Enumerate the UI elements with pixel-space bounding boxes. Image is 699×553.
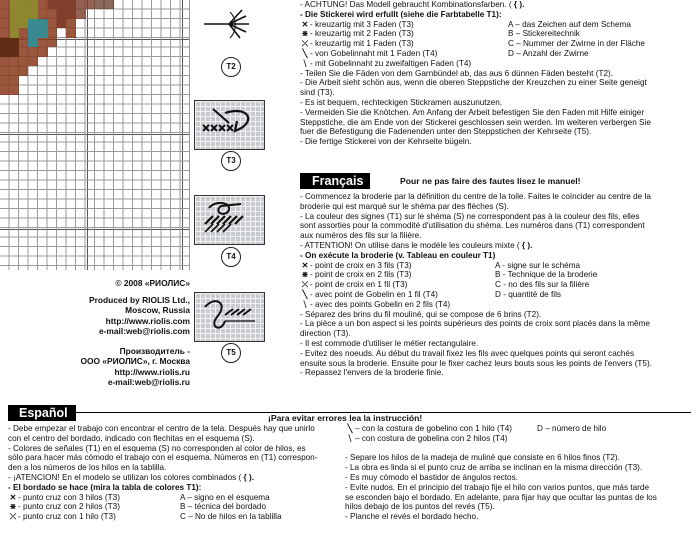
instruction-line: [300, 137, 695, 147]
stitch-symbol-icon: ✕: [301, 260, 309, 270]
instruction-line: [300, 290, 695, 300]
ru-email-link[interactable]: e-mail:web@riolis.ru: [107, 377, 190, 387]
legend-item: D – número de hilo: [537, 424, 607, 433]
line-text: - ¡ATENCION! En el modelo se utilizan los colores combinados (: [8, 472, 242, 482]
line-text: - Die Arbeit sieht schön aus, wenn die oberen Steppstiche der Kreuzchen zu einer Seite geneigt: [300, 78, 647, 88]
line-text: - Repassez l'envers de la broderie finie.: [300, 368, 444, 378]
line-text: Steppstiche, die am Ende von der Stickerei geschlossen sein werden. Im weiteren verbergen Sie: [300, 117, 651, 127]
thread-strands-icon: [194, 2, 264, 52]
instruction-line: [300, 241, 695, 251]
legend-item: B - Technique de la broderie: [495, 270, 598, 280]
stitch-symbol-icon: ⤫: [9, 512, 17, 522]
line-text: fuer die Befestigung die Fadenenden unter den Steppstichen der Kehrseite (T5).: [300, 127, 592, 137]
instruction-line: [8, 453, 338, 463]
instruction-line: [8, 424, 338, 434]
copyright: © 2008 «РИОЛИС»: [115, 278, 190, 288]
legend-item: A - signe sur le schéma: [495, 260, 581, 270]
line-text: se esconden bajo el bordado. En adelante, para fijar hay que ocultar las puntas de los: [345, 492, 657, 502]
line-text: direction (T3).: [300, 329, 351, 339]
instruction-line: [8, 444, 338, 454]
german-instructions: [300, 0, 695, 147]
instruction-line: [300, 329, 695, 339]
label-t4: T4: [221, 247, 241, 267]
instruction-line: [345, 502, 695, 512]
line-text: - punto cruz con 3 hilos (T3): [18, 492, 120, 502]
line-text: - avec des points Gobelin en 2 fils (T4): [310, 299, 451, 309]
instruction-line: [300, 251, 695, 261]
legend-item: C – No de hilos en la tablilla: [180, 512, 282, 522]
instruction-line: [300, 261, 695, 271]
line-text: - Planche el revés el bordado hecho.: [345, 512, 479, 522]
technique-illustration-t3: [194, 100, 265, 150]
line-text: - Il est commode d'utiliser le métier rectangulaire.: [300, 338, 479, 348]
stitch-symbol-icon: ╲: [302, 48, 308, 58]
line-text: con el centro del bordado, indicado con flechitas en el esquema (S).: [8, 433, 255, 443]
line-text: – con la costura de gobelino con 1 hilo (T4): [355, 424, 513, 433]
instruction-line: [300, 339, 695, 349]
spanish-instructions-right: [345, 424, 695, 522]
cross-stitch-needle-icon: [195, 101, 264, 149]
line-text: hilos debajo de los puntos del revés (T5).: [345, 502, 495, 512]
line-text: - punto cruz con 1 hilo (T3): [18, 512, 116, 522]
gobelin-stitch-icon: [195, 196, 264, 244]
instruction-line: [300, 319, 695, 329]
stitch-symbol-icon: ⧹: [348, 433, 352, 443]
company-info: [40, 278, 190, 388]
instruction-line: [345, 444, 695, 454]
combined-color-symbol-icon: { ).: [519, 240, 533, 250]
legend-item: C – Nummer der Zwirne in der Fläche: [508, 39, 645, 49]
instruction-line: [345, 453, 695, 463]
stitch-symbol-icon: ⧹: [303, 58, 307, 68]
stitch-symbol-icon: ⤫: [301, 280, 309, 290]
instruction-line: [345, 463, 695, 473]
instruction-line: [345, 473, 695, 483]
instruction-line: [300, 280, 695, 290]
line-text: - Separe los hilos de la madeja de muliné que consiste en 6 hilos finos (T2).: [345, 453, 620, 463]
legend-item: D - quantité de fils: [495, 289, 561, 299]
line-text: - punto cruz con 2 hilos (T3): [18, 502, 120, 512]
label-t5: T5: [221, 343, 241, 363]
line-text: - avec point de Gobelin en 1 fil (T4): [310, 289, 438, 299]
instruction-line: [300, 349, 695, 359]
legend-item: A – signo en el esquema: [180, 492, 270, 502]
instruction-line: [300, 10, 695, 20]
line-text: - kreuzartig mit 1 Faden (T3): [310, 39, 414, 49]
line-text: den a los números de los hilos en la tablilla.: [8, 463, 167, 473]
technique-illustration-t2: [194, 2, 264, 60]
instruction-line: [300, 29, 695, 39]
instruction-line: [300, 300, 695, 310]
line-text: - point de croix en 3 fils (T3): [310, 260, 412, 270]
line-text: broderie qui est marqué sur le shéma par des flèches (S).: [300, 201, 509, 211]
spanish-subtitle: ¡Para evitar errores lea la instrucción!: [268, 413, 423, 423]
line-text: sind (T3).: [300, 88, 335, 98]
line-text: - Séparez des brins du fil mouliné, qui se compose de 6 brins (T2).: [300, 309, 542, 319]
instruction-line: [300, 59, 695, 69]
instruction-line: [345, 512, 695, 522]
ru-producer: Производитель -: [119, 345, 190, 356]
stitch-symbol-icon: ⧹: [303, 299, 307, 309]
combined-color-symbol-icon: { ).: [241, 472, 255, 482]
instruction-line: [300, 192, 695, 202]
french-title: Français: [305, 173, 370, 189]
instruction-line: [300, 231, 695, 241]
spanish-title: Español: [12, 405, 75, 421]
email-link[interactable]: e-mail:web@riolis.com: [98, 326, 190, 336]
instruction-line: [8, 493, 338, 503]
label-t3: T3: [221, 151, 241, 171]
line-text: - mit Gobelinnaht zu zweifaltigen Faden (T4): [310, 58, 472, 68]
instruction-line: [300, 368, 695, 378]
stitch-symbol-icon: ⋇: [301, 270, 309, 280]
instruction-line: [300, 20, 695, 30]
produced-city: Moscow, Russia: [125, 305, 190, 315]
instruction-line: [300, 270, 695, 280]
instruction-line: [300, 78, 695, 88]
legend-item: C - no des fils sur la filière: [495, 280, 590, 290]
instruction-line: [345, 434, 695, 444]
french-instructions: [300, 192, 695, 378]
instruction-line: [300, 202, 695, 212]
stitch-symbol-icon: ✕: [9, 492, 17, 502]
legend-item: B – técnica del bordado: [180, 502, 267, 512]
line-text: - La pièce a un bon aspect si les points supérieurs des points de croix sont placés dans la même: [300, 319, 650, 329]
instruction-line: [8, 463, 338, 473]
instruction-line: [300, 0, 695, 10]
legend-item: B – Stickereitechnik: [508, 29, 580, 39]
stitch-symbol-icon: ╲: [347, 424, 353, 433]
ru-website-link[interactable]: http://www.riolis.ru: [114, 366, 190, 377]
french-subtitle: Pour ne pas faire des fautes lisez le manuel!: [400, 176, 581, 186]
chart-pattern: [0, 0, 190, 270]
line-text: - ACHTUNG! Das Modell gebraucht Kombinationsfarben. (: [300, 0, 512, 9]
instruction-line: [345, 424, 695, 434]
instruction-line: [300, 108, 695, 118]
instruction-line: [300, 88, 695, 98]
line-text: - Die Stickerei wird erfullt (siehe die Farbtabelle T1):: [300, 9, 502, 19]
instruction-line: [300, 221, 695, 231]
line-text: - Colores de señales (T1) en el esquema (S) no corresponden al color de hilos, es: [8, 443, 306, 453]
back-fastening-icon: [195, 293, 264, 341]
stitch-symbol-icon: ✕: [301, 19, 309, 29]
line-text: - La obra es linda si el punto cruz de arriba se inclinan en la misma dirección (T3).: [345, 463, 643, 473]
instruction-line: [8, 483, 338, 493]
line-text: sólo para hacer más cómodo el trabajo con el esquema. Números en (T1) correspon-: [8, 453, 318, 463]
instruction-line: [300, 98, 695, 108]
label-t2: T2: [221, 57, 241, 77]
instruction-line: [8, 473, 338, 483]
legend-item: A – das Zeichen auf dem Schema: [508, 19, 631, 29]
line-text: aux numéros des fils sur la filière.: [300, 231, 422, 241]
instruction-line: [300, 118, 695, 128]
line-text: - von Gobelinnaht mit 1 Faden (T4): [310, 48, 438, 58]
line-text: - Teilen Sie die Fäden von dem Garnbündel ab, das aus 6 dünnen Fäden besteht (T2).: [300, 68, 613, 78]
line-text: - Vermeiden Sie die Knötchen. Am Anfang der Arbeit befestigen Sie den Faden mit Hilfe einiger: [300, 107, 645, 117]
stitch-symbol-icon: ⋇: [9, 502, 17, 512]
instruction-line: [8, 512, 338, 522]
line-text: - Die fertige Stickerei von der Kehrseite bügeln.: [300, 137, 472, 147]
instruction-line: [300, 39, 695, 49]
instruction-line: [345, 483, 695, 493]
instruction-line: [300, 69, 695, 79]
stitch-symbol-icon: ⤫: [301, 39, 309, 49]
instruction-line: [300, 212, 695, 222]
line-text: - kreuzartig mit 2 Faden (T3): [310, 29, 414, 39]
line-text: - point de croix en 2 fils (T3): [310, 270, 412, 280]
line-text: - Evite nudos. En el principio del trabajo fije el hilo con varios puntos, que más tarde: [345, 482, 650, 492]
line-text: sont assorties pour la commodité d'utilisation du shéma. Les numéros dans (T1) correspondent: [300, 221, 645, 231]
spanish-instructions-left: [8, 424, 338, 522]
legend-item: D – Anzahl der Zwirne: [508, 48, 589, 58]
stitch-symbol-icon: ⋇: [301, 29, 309, 39]
instruction-line: [300, 127, 695, 137]
line-text: - La couleur des signes (T1) sur le shéma (S) ne correspondent pas à la couleur des fils, elles: [300, 211, 640, 221]
line-text: - Es ist bequem, rechteckigen Stickramen auszunutzen.: [300, 97, 503, 107]
line-text: - kreuzartig mit 3 Faden (T3): [310, 19, 414, 29]
line-text: - Es muy cómodo el bastidor de ángulos rectos.: [345, 472, 518, 482]
line-text: - Debe empezar el trabajo con encontrar el centro de la tela. Después hay que unirlo: [8, 424, 315, 433]
stitch-symbol-icon: ╲: [302, 289, 308, 299]
line-text: - On exécute la broderie (v. Tableau en couleur T1): [300, 250, 496, 260]
instruction-line: [300, 359, 695, 369]
line-text: - ATTENTION! On utilise dans le modèle les couleurs mixte (: [300, 240, 520, 250]
technique-illustration-t4: [194, 195, 265, 245]
produced-line: Produced by RIOLIS Ltd.,: [89, 294, 190, 305]
instruction-line: [300, 310, 695, 320]
instruction-line: [8, 502, 338, 512]
line-text: - point de croix en 1 fil (T3): [310, 280, 408, 290]
instruction-line: [8, 434, 338, 444]
line-text: – con costura de gobelina con 2 hilos (T4): [355, 433, 508, 443]
instruction-line: [345, 493, 695, 503]
line-text: ensuite sous la broderie. Ensuite pour le fixer cachez leurs bouts sous les points de l'envers (T5).: [300, 358, 652, 368]
line-text: - Evitez des noeuds. Au début du travail fixez les fils avec quelques points qui seront cachés: [300, 348, 635, 358]
combined-color-symbol-icon: { ).: [511, 0, 525, 9]
instruction-line: [300, 49, 695, 59]
website-link[interactable]: http://www.riolis.com: [105, 315, 190, 326]
line-text: - El bordado se hace (mira la tabla de colores T1):: [8, 482, 202, 492]
ru-company: ООО «РИОЛИС», г. Москва: [80, 356, 190, 366]
cross-stitch-chart: [0, 0, 190, 270]
line-text: - Commencez la broderie par la définition du centre de la toile. Faites le coïncider au centre de la: [300, 192, 651, 201]
technique-illustration-t5: [194, 292, 265, 342]
